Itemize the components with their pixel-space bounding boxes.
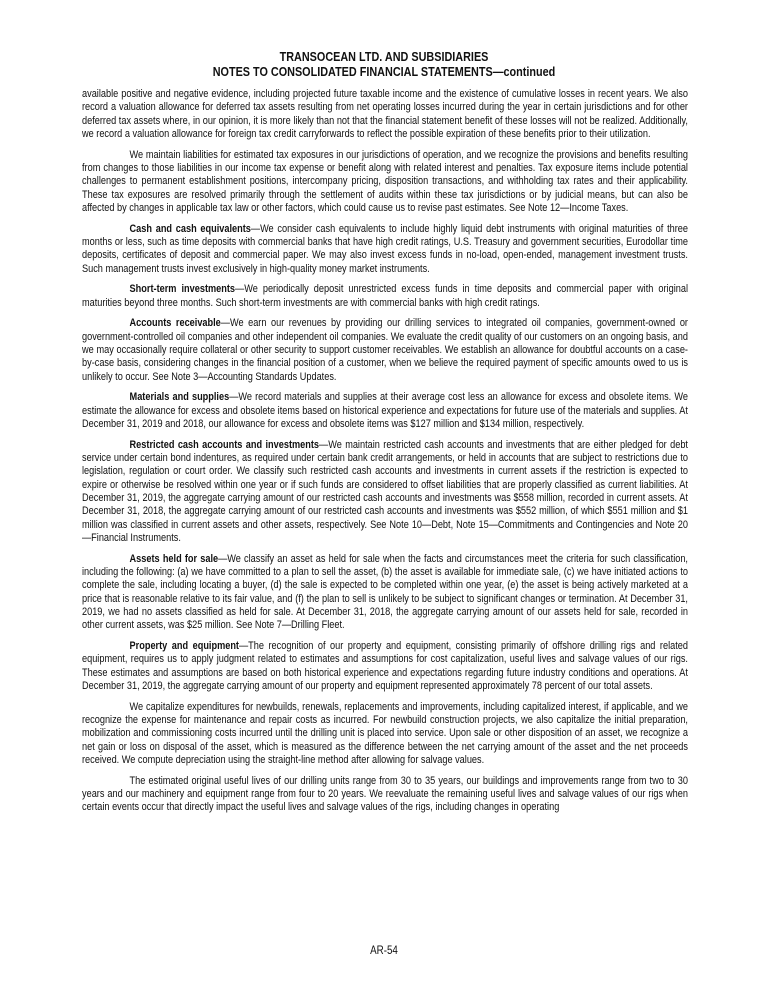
paragraph-valuation-allowance	[82, 88, 688, 141]
page-header	[54, 50, 714, 80]
paragraph-useful-lives	[82, 775, 688, 815]
paragraph-text: —We record materials and supplies at their average cost less an allowance for excess and obsolete items. We estimate the allowance for excess and obsolete items based on historical experience and expectations for future use of the materials and supplies. At December 31, 2019 and 2018, our allowance for excess and obsolete items was $127 million and $134 million, respectively.	[82, 391, 688, 431]
section-title: NOTES TO CONSOLIDATED FINANCIAL STATEMENTS—continued	[212, 65, 556, 79]
paragraph-text: —We periodically deposit unrestricted excess funds in time deposits and commercial paper with original maturities beyond three months. Such short-term investments are with commercial banks with high credit ratings.	[82, 283, 688, 309]
paragraph-heading: Assets held for sale	[129, 552, 219, 565]
paragraph-text: We capitalize expenditures for newbuilds, renewals, replacements and improvements, including capitalized interest, if applicable, and we recognize the expense for maintenance and repair costs as incurred. For newbuild construction projects, we also capitalize the initial preparation, mobilization and commissioning costs incurred until the drilling unit is placed into service. Upon sale or other disposition of an asset, we recognize a net gain or loss on disposal of the asset, which is measured as the difference between the net carrying amount of the asset and the net proceeds received. We compute depreciation using the straight-line method after allowing for salvage values.	[82, 700, 688, 767]
paragraph-text: —The recognition of our property and equipment, consisting primarily of offshore drilling rigs and related equipment, requires us to apply judgment related to estimates and assumptions for cost capitalization, useful lives and salvage values of our rigs. These estimates and assumptions are based on both historical experience and expectations regarding future industry conditions and operations. At December 31, 2019, the aggregate carrying amount of our property and equipment represented approximately 78 percent of our total assets.	[82, 640, 688, 693]
paragraph-short-term-investments	[82, 283, 688, 310]
paragraph-text: —We consider cash equivalents to include highly liquid debt instruments with original maturities of three months or less, such as time deposits with commercial banks that have high credit ratings, U.S. Treasury and government securities, Eurodollar time deposits, certificates of deposit and commercial paper. We may also invest excess funds in no-load, open-ended, management investment trusts. Such management trusts invest exclusively in high-quality money market instruments.	[82, 222, 688, 275]
paragraph-cash-equivalents	[82, 223, 688, 276]
paragraph-materials-supplies	[82, 391, 688, 431]
paragraph-text: —We maintain restricted cash accounts and investments that are either pledged for debt service under certain bond indentures, as required under certain bank credit arrangements, or held in accounts that are subject to restrictions due to legislation, regulation or court order. We classify such restricted cash accounts and investments in current assets if the restriction is expected to expire or otherwise be resolved within one year or if such funds are considered to offset liabilities that are properly classified as current liabilities. At December 31, 2019, the aggregate carrying amount of our restricted cash accounts and investments was $558 million, recorded in current assets. At December 31, 2018, the aggregate carrying amount of our restricted cash accounts and investments was $552 million, of which $551 million and $1 million was classified in current assets and other assets, respectively. See Note 10—Debt, Note 15—Commitments and Contingencies and Note 20—Financial Instruments.	[82, 438, 688, 545]
paragraph-text: We maintain liabilities for estimated tax exposures in our jurisdictions of operation, and we recognize the provisions and benefits resulting from changes to those liabilities in our income tax expense or benefit along with related interest and penalties. Tax exposure items include potential challenges to permanent establishment positions, intercompany pricing, disposition transactions, and withholding tax rates and their applicability. These tax exposures are resolved primarily through the settlement of audits within these tax jurisdictions or by judicial means, but can also be affected by changes in applicable tax law or other factors, which could cause us to revise past estimates. See Note 12—Income Taxes.	[82, 148, 688, 215]
paragraph-heading: Materials and supplies	[129, 391, 230, 404]
paragraph-heading: Cash and cash equivalents	[129, 222, 251, 235]
paragraph-heading: Restricted cash accounts and investments	[129, 438, 320, 451]
paragraph-property-equipment	[82, 640, 688, 693]
paragraph-capitalize-expenditures	[82, 701, 688, 768]
paragraph-restricted-cash	[82, 439, 688, 546]
paragraph-accounts-receivable	[82, 317, 688, 384]
paragraph-text: —We classify an asset as held for sale when the facts and circumstances meet the criteria for such classification, including the following: (a) we have committed to a plan to sell the asset, (b) the asset is available for immediate sale, (c) we have initiated actions to complete the sale, including locating a buyer, (d) the sale is expected to be completed within one year, (e) the asset is being actively marketed at a price that is reasonable relative to its fair value, and (f) the plan to sell is unlikely to be subject to significant changes or termination. At December 31, 2019, we had no assets classified as held for sale. At December 31, 2018, the aggregate carrying amount of our assets held for sale, recorded in other current assets, was $25 million. See Note 7—Drilling Fleet.	[82, 552, 688, 632]
paragraph-text: —We earn our revenues by providing our drilling services to integrated oil companies, government-owned or government-controlled oil companies and other independent oil companies. We evaluate the credit quality of our customers on an ongoing basis, and we may occasionally require collateral or other security to support customer receivables. We establish an allowance for doubtful accounts on a case-by-case basis, considering changes in the financial position of a customer, when we believe the required payment of specific amounts owed to us is unlikely to occur. See Note 3—Accounting Standards Updates.	[82, 317, 688, 383]
company-title: TRANSOCEAN LTD. AND SUBSIDIARIES	[279, 50, 489, 64]
page-number: AR-54	[370, 945, 398, 957]
document-body	[82, 88, 688, 822]
paragraph-heading: Property and equipment	[129, 640, 239, 653]
paragraph-text: The estimated original useful lives of our drilling units range from 30 to 35 years, our buildings and improvements range from two to 30 years and our machinery and equipment range from four to 20 years. We reevaluate the remaining useful lives and salvage values of our rigs when certain events occur that directly impact the useful lives and salvage values of the rigs, including changes in operating	[82, 774, 688, 814]
paragraph-tax-exposures	[82, 149, 688, 216]
paragraph-text: available positive and negative evidence, including projected future taxable income and the existence of cumulative losses in recent years. We also record a valuation allowance for deferred tax assets resulting from net operating losses incurred during the year in certain jurisdictions and for other deferred tax assets where, in our opinion, it is more likely than not that the financial statement benefit of these losses will not be realized. Additionally, we record a valuation allowance for foreign tax credit carryforwards to reflect the possible expiration of these benefits prior to their utilization.	[82, 88, 688, 141]
paragraph-assets-held-for-sale	[82, 553, 688, 633]
paragraph-heading: Short-term investments	[129, 283, 236, 296]
paragraph-heading: Accounts receivable	[129, 317, 221, 330]
